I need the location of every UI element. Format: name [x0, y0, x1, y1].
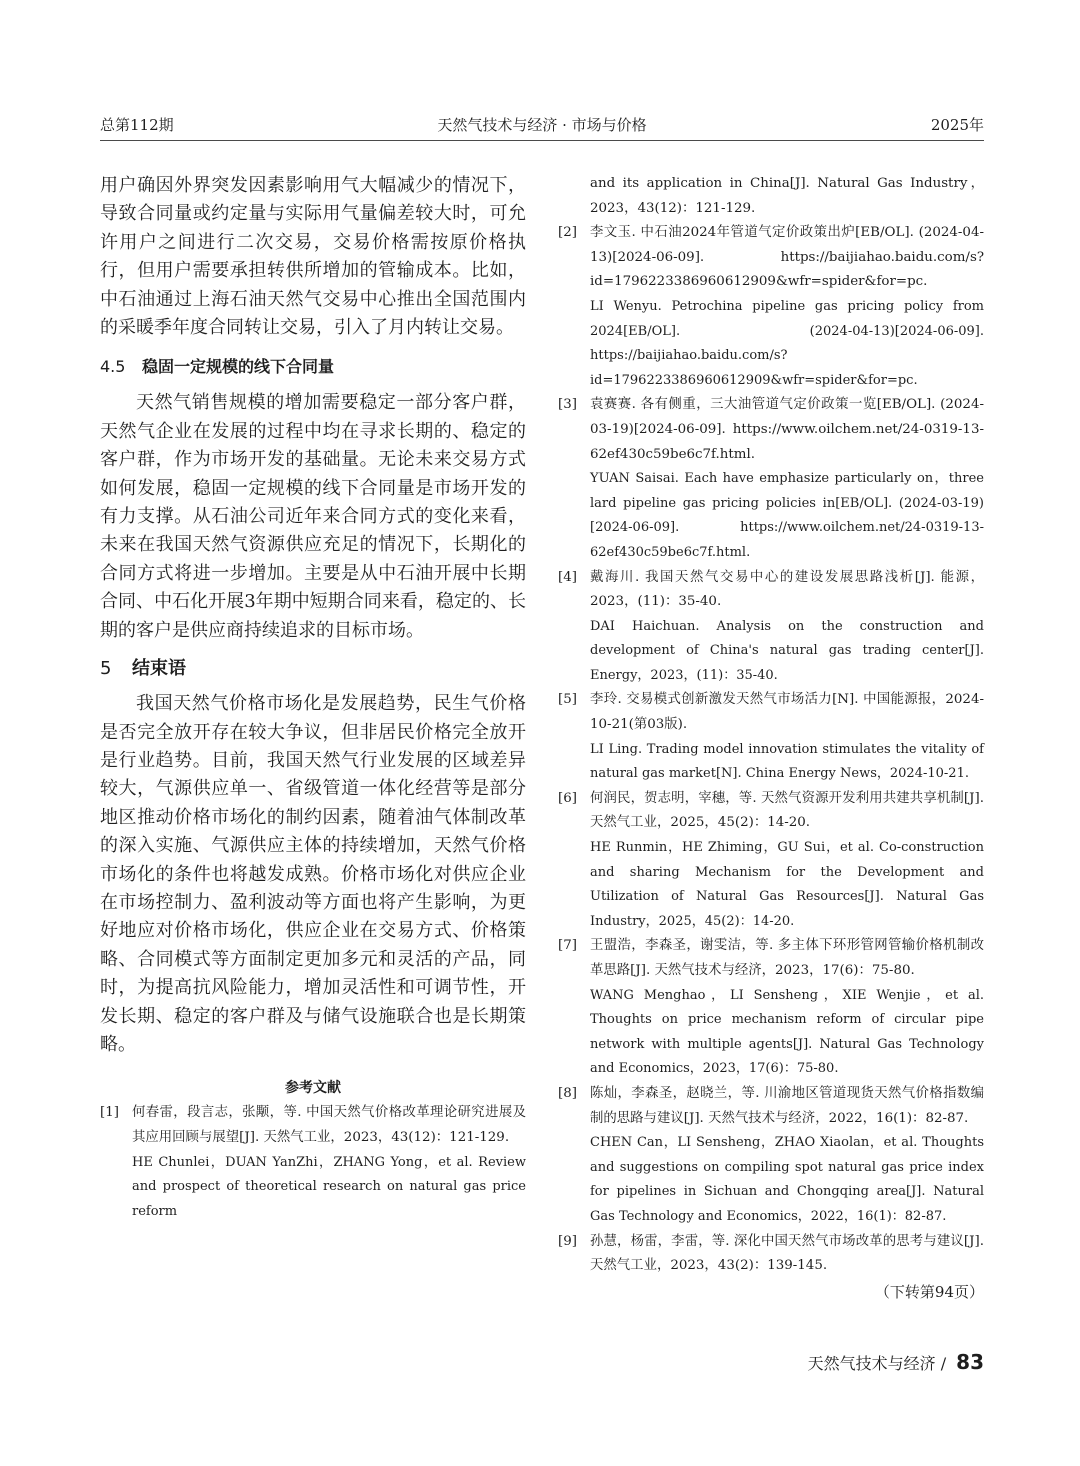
paragraph-1: 用户确因外界突发因素影响用气大幅减少的情况下，导致合同量或约定量与实际用气量偏差较大时，可允许用户之间进行二次交易，交易价格需按原价格执行，但用户需要承担转供所增加的管输成本。比如，中石油通过上海石油天然气交易中心推出全国范围内的采暖季年度合同转让交易，引入了月内转让交易。 — [100, 175, 526, 339]
reference-zh: 李玲. 交易模式创新激发天然气市场活力[N]. 中国能源报，2024-10-21(第03版). — [590, 692, 984, 733]
reference-en: YUAN Saisai. Each have emphasize particularly on，three lard pipeline gas pricing policies in[EB/OL]. (2024-03-19)[2024-06-09]. https://www.oilchem.net/24-0319-13-62ef430c59be6c7f.html. — [590, 471, 984, 560]
paragraph-3: 我国天然气价格市场化是发展趋势，民生气价格是否完全放开存在较大争议，但非居民价格完全放开是行业趋势。目前，我国天然气行业发展的区域差异较大，气源供应单一、省级管道一体化经营等是部分地区推动价格市场化的制约因素，随着油气体制改革的深入实施、气源供应主体的持续增加，天然气价格市场化的条件也将越发成熟。价格市场化对供应企业在市场控制力、盈利波动等方面也将产生影响，为更好地应对价格市场化，供应企业在交易方式、价格策略、合同模式等方面制定更加多元和灵活的产品，同时，为提高抗风险能力，增加灵活性和可调节性，开发长期、稳定的客户群及与储气设施联合也是长期策略。 — [100, 693, 526, 1055]
reference-item — [100, 1101, 526, 1224]
page-footer — [808, 1350, 984, 1374]
reference-item — [558, 1082, 984, 1230]
reference-en: DAI Haichuan. Analysis on the construction and development of China's natural gas trading center[J]. Energy，2023，(11)：35-40. — [590, 618, 984, 683]
section-number: 4.5 — [100, 357, 126, 377]
reference-item — [558, 787, 984, 935]
footer-journal: 天然气技术与经济 / — [807, 1354, 947, 1373]
reference-item — [558, 566, 984, 689]
reference-number: [2] — [558, 225, 577, 241]
section-number: 5 — [100, 658, 112, 680]
reference-en: LI Ling. Trading model innovation stimulates the vitality of natural gas market[N]. China Energy News，2024-10-21. — [590, 741, 984, 782]
reference-number: [5] — [558, 692, 577, 708]
issue-number: 总第112期 — [100, 116, 174, 134]
reference-en: LI Wenyu. Petrochina pipeline gas pricing policy from 2024[EB/OL]. (2024-04-13)[2024-06-09]. https://baijiahao.baidu.com/s?id=1796223386960612909&wfr=spider&for=pc. — [590, 298, 984, 388]
paragraph-2: 天然气销售规模的增加需要稳定一部分客户群，天然气企业在发展的过程中均在寻求长期的、稳定的客户群，作为市场开发的基础量。无论未来交易方式如何发展，稳固一定规模的线下合同量是市场开发的有力支撑。从石油公司近年来合同方式的变化来看，未来在我国天然气资源供应充足的情况下，长期化的合同方式将进一步增加。主要是从中石油开展中长期合同、中石化开展3年期中短期合同来看，稳定的、长期的客户是供应商持续追求的目标市场。 — [100, 392, 526, 641]
year: 2025年 — [930, 116, 984, 134]
reference-item — [558, 393, 984, 565]
reference-zh: 何春雷，段言志，张颙，等. 中国天然气价格改革理论研究进展及其应用回顾与展望[J]. 天然气工业，2023，43(12)：121-129. — [132, 1105, 526, 1145]
running-header — [100, 112, 984, 141]
reference-number: [4] — [558, 569, 577, 585]
right-column — [558, 172, 984, 1302]
section-heading-5 — [100, 654, 526, 680]
reference-zh: 李文玉. 中石油2024年管道气定价政策出炉[EB/OL]. (2024-04-13)[2024-06-09]. https://baijiahao.baidu.com/s?id=1796223386960612909&wfr=spider&for=pc. — [590, 225, 984, 290]
reference-en: HE Runmin，HE Zhiming，GU Sui，et al. Co-construction and sharing Mechanism for the Development and Utilization of Natural Gas Resources[J]. Natural Gas Industry，2025，45(2)：14-20. — [590, 840, 984, 929]
page-number: 83 — [956, 1350, 984, 1374]
references-title: 参考文献 — [285, 1080, 341, 1097]
section-title: 稳固一定规模的线下合同量 — [142, 357, 335, 377]
reference-number: [1] — [100, 1105, 119, 1121]
reference-number: [6] — [558, 790, 577, 806]
reference-item — [558, 1230, 984, 1279]
reference-zh: 王盟浩，李森圣，谢雯洁，等. 多主体下环形管网管输价格机制改革思路[J]. 天然气技术与经济，2023，17(6)：75-80. — [590, 938, 984, 978]
reference-zh: 陈灿，李森圣，赵晓兰，等. 川渝地区管道现货天然气价格指数编制的思路与建议[J]. 天然气技术与经济，2022，16(1)：82-87. — [590, 1085, 984, 1126]
reference-en: HE Chunlei，DUAN YanZhi，ZHANG Yong，et al. Review and prospect of theoretical research on natural gas price reform — [132, 1154, 526, 1219]
reference-zh: 戴海川. 我国天然气交易中心的建设发展思路浅析[J]. 能源，2023，(11)：35-40. — [590, 569, 984, 610]
reference-zh: 何润民，贺志明，宰穗，等. 天然气资源开发利用共建共享机制[J]. 天然气工业，2025，45(2)：14-20. — [590, 790, 984, 831]
section-title: 结束语 — [132, 658, 186, 680]
journal-section-title: 天然气技术与经济 · 市场与价格 — [437, 116, 647, 134]
reference-item — [558, 934, 984, 1082]
reference-en: WANG Menghao，LI Sensheng，XIE Wenjie，et al. Thoughts on price mechanism reform of circular pipe network with multiple agents[J]. Natural Gas Technology and Economics，2023，17(6)：75-80. — [590, 987, 984, 1077]
reference-item — [558, 221, 984, 393]
reference-list — [558, 221, 984, 1279]
reference-zh: 孙慧，杨雷，李雷，等. 深化中国天然气市场改革的思考与建议[J]. 天然气工业，2023，43(2)：139-145. — [590, 1233, 984, 1274]
reference-item — [558, 688, 984, 786]
reference-number: [3] — [558, 397, 577, 413]
left-column — [100, 172, 526, 1224]
reference-continuation: and its application in China[J]. Natural Gas Industry，2023，43(12)：121-129. — [590, 176, 984, 216]
reference-en: CHEN Can，LI Sensheng，ZHAO Xiaolan，et al. Thoughts and suggestions on compiling spot natural gas price index for pipelines in Sichuan and Chongqing area[J]. Natural Gas Technology and Economics，2022，16(1)：82-87. — [590, 1135, 984, 1224]
reference-zh: 袁赛赛. 各有侧重，三大油管道气定价政策一览[EB/OL]. (2024-03-19)[2024-06-09]. https://www.oilchem.net/24-0319-13-62ef430c59be6c7f.html. — [590, 397, 984, 462]
section-heading-4-5 — [100, 354, 526, 377]
continued-note: （下转第94页） — [874, 1282, 984, 1301]
reference-number: [8] — [558, 1085, 577, 1101]
reference-number: [7] — [558, 938, 577, 954]
reference-number: [9] — [558, 1233, 577, 1249]
